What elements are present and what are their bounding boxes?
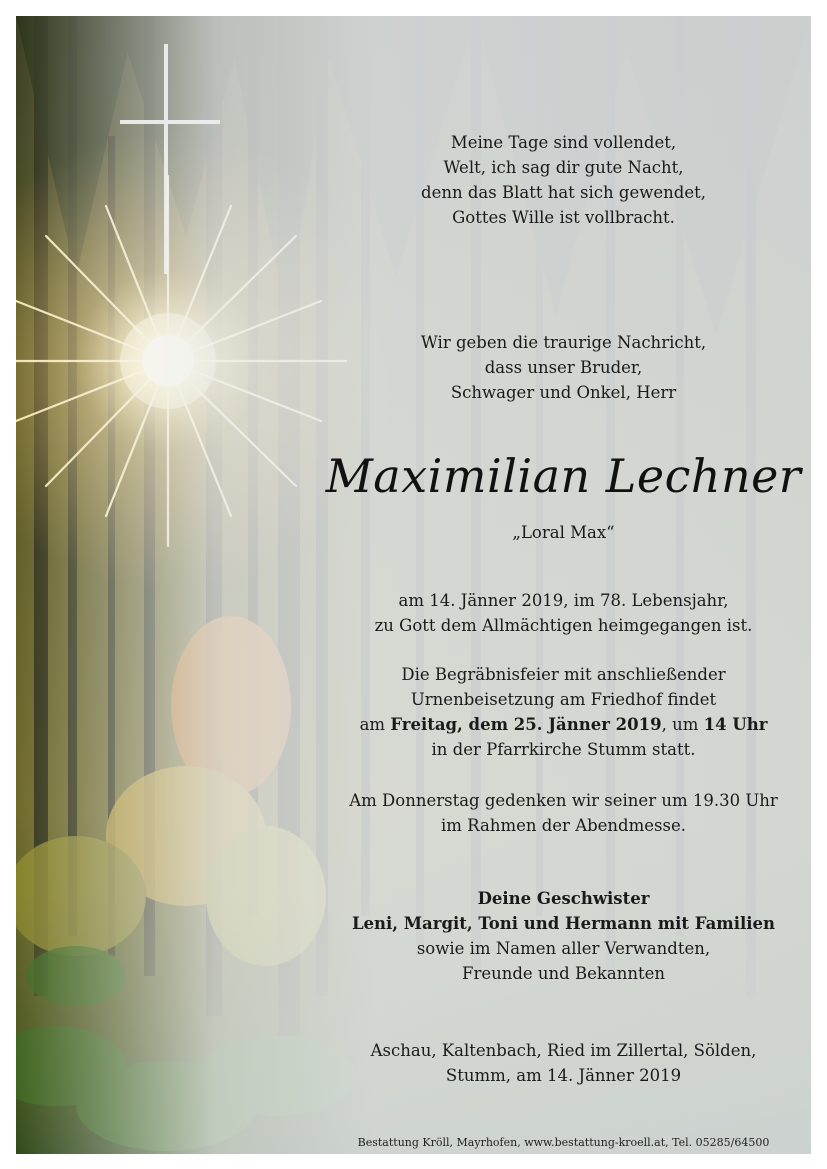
mass-line: Am Donnerstag gedenken wir seiner um 19.30 Uhr bbox=[349, 791, 778, 810]
funeral-date: Freitag, dem 25. Jänner 2019 bbox=[390, 715, 662, 734]
mourners-names: Leni, Margit, Toni und Hermann mit Familien bbox=[351, 914, 776, 933]
verse-line: denn das Blatt hat sich gewendet, bbox=[421, 183, 706, 202]
obituary-card bbox=[16, 16, 811, 1154]
funeral-home-footer: Bestattung Kröll, Mayrhofen, www.bestattung-kroell.at, Tel. 05285/64500 bbox=[357, 1136, 770, 1149]
death-notice bbox=[316, 588, 811, 638]
text-column bbox=[316, 16, 811, 1154]
announcement-intro bbox=[316, 330, 811, 405]
mass-info bbox=[316, 788, 811, 838]
death-line: zu Gott dem Allmächtigen heimgegangen ist. bbox=[374, 616, 753, 635]
nickname: „Loral Max“ bbox=[512, 523, 615, 542]
funeral-line: in der Pfarrkirche Stumm statt. bbox=[431, 740, 696, 759]
verse-line: Gottes Wille ist vollbracht. bbox=[452, 208, 675, 227]
death-line: am 14. Jänner 2019, im 78. Lebensjahr, bbox=[398, 591, 729, 610]
intro-line: Wir geben die traurige Nachricht, bbox=[420, 333, 707, 352]
intro-line: dass unser Bruder, bbox=[484, 358, 643, 377]
place-line: Aschau, Kaltenbach, Ried im Zillertal, Sölden, bbox=[370, 1041, 757, 1060]
verse-line: Welt, ich sag dir gute Nacht, bbox=[443, 158, 684, 177]
funeral-mid: , um bbox=[661, 715, 704, 734]
funeral-time: 14 Uhr bbox=[703, 715, 768, 734]
mourners bbox=[316, 886, 811, 986]
place-date bbox=[316, 1038, 811, 1088]
deceased-name: Maximilian Lechner bbox=[325, 449, 802, 503]
verse-line: Meine Tage sind vollendet, bbox=[450, 133, 677, 152]
funeral-line: Die Begräbnisfeier mit anschließender bbox=[401, 665, 726, 684]
mass-line: im Rahmen der Abendmesse. bbox=[441, 816, 686, 835]
mourners-line: Freunde und Bekannten bbox=[462, 964, 665, 983]
mourners-line: sowie im Namen aller Verwandten, bbox=[416, 939, 711, 958]
place-line: Stumm, am 14. Jänner 2019 bbox=[445, 1066, 682, 1085]
verse bbox=[316, 130, 811, 230]
mourners-heading: Deine Geschwister bbox=[477, 889, 650, 908]
funeral-prefix: am bbox=[359, 715, 391, 734]
funeral-line: Urnenbeisetzung am Friedhof findet bbox=[410, 690, 717, 709]
funeral-info bbox=[316, 662, 811, 762]
intro-line: Schwager und Onkel, Herr bbox=[450, 383, 677, 402]
nickname-block bbox=[316, 520, 811, 545]
funeral-date-line bbox=[316, 712, 811, 737]
